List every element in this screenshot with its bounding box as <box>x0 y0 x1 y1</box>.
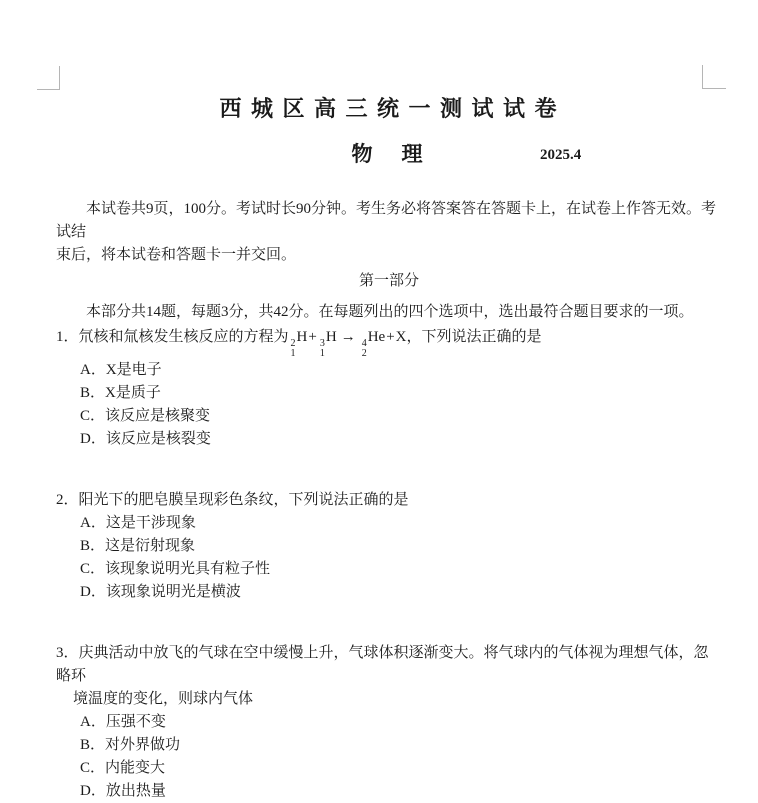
option-text: 该现象说明光具有粒子性 <box>105 561 271 577</box>
element-symbol: H <box>296 329 308 345</box>
mass-number: 4 <box>361 338 367 349</box>
question-1-option-d <box>80 428 722 451</box>
option-label: A． <box>80 362 106 378</box>
exam-date: 2025.4 <box>540 147 582 163</box>
option-text: 压强不变 <box>105 714 166 730</box>
question-3-option-a <box>80 711 722 734</box>
question-2-stem <box>56 489 722 512</box>
question-3-stem-line-1 <box>56 642 722 688</box>
option-label: D． <box>80 783 106 799</box>
question-1-option-c <box>80 405 722 428</box>
question-2-option-d <box>80 581 722 604</box>
question-3-stem-line-2: 境温度的变化，则球内气体 <box>73 691 254 707</box>
question-number: 3． <box>56 645 79 661</box>
plus-operator: + <box>308 329 317 345</box>
question-3-option-c <box>80 757 722 780</box>
question-stem: 庆典活动中放飞的气球在空中缓慢上升，气球体积逐渐变大。将气球内的气体视为理想气体，忽略环 <box>56 645 709 684</box>
mass-number: 3 <box>319 338 325 349</box>
option-text: 该反应是核裂变 <box>105 431 211 447</box>
atomic-number: 1 <box>290 348 296 359</box>
subject-title: 物 理 <box>351 142 427 166</box>
option-text: 该现象说明光是横波 <box>105 584 241 600</box>
question-3-option-d <box>80 780 722 803</box>
option-label: B． <box>80 737 106 753</box>
option-label: B． <box>80 385 106 401</box>
question-2-option-c <box>80 558 722 581</box>
page-content <box>56 0 722 803</box>
atomic-number: 2 <box>361 348 367 359</box>
question-number: 1． <box>56 329 79 345</box>
option-label: C． <box>80 760 106 776</box>
option-label: B． <box>80 538 106 554</box>
question-stem-suffix: ，下列说法正确的是 <box>406 329 542 345</box>
option-label: D． <box>80 431 106 447</box>
instructions-line-1: 本试卷共9页，100分。考试时长90分钟。考生务必将答案答在答题卡上，在试卷上作答无效。考试结 <box>56 201 717 240</box>
option-label: C． <box>80 561 106 577</box>
question-stem-prefix: 氘核和氚核发生核反应的方程为 <box>78 329 289 345</box>
question-number: 2． <box>56 492 79 508</box>
option-text: 这是干涉现象 <box>105 515 196 531</box>
option-text: 放出热量 <box>105 783 166 799</box>
arrow-icon: → <box>340 329 356 345</box>
plus-operator: + <box>386 329 395 345</box>
exam-instructions <box>56 198 722 267</box>
question-1-stem <box>56 326 722 359</box>
nuclide-tritium <box>320 339 325 359</box>
option-text: 内能变大 <box>105 760 166 776</box>
question-1-option-b <box>80 382 722 405</box>
nuclear-equation <box>289 329 407 359</box>
option-label: D． <box>80 584 106 600</box>
question-2-option-a <box>80 512 722 535</box>
option-label: A． <box>80 515 106 531</box>
question-stem: 阳光下的肥皂膜呈现彩色条纹，下列说法正确的是 <box>78 492 409 508</box>
section-instructions: 本部分共14题，每题3分，共42分。在每题列出的四个选项中，选出最符合题目要求的一项。 <box>86 304 694 320</box>
option-text: X是质子 <box>105 385 161 401</box>
nuclide-helium <box>362 339 367 359</box>
exam-title: 西 城 区 高 三 统 一 测 试 试 卷 <box>219 96 559 121</box>
nuclide-deuterium <box>291 339 296 359</box>
question-3 <box>56 642 722 803</box>
question-2 <box>56 489 722 604</box>
section-heading: 第一部分 <box>358 273 419 289</box>
option-text: 这是衍射现象 <box>105 538 196 554</box>
option-text: 对外界做功 <box>105 737 181 753</box>
instructions-line-2: 束后，将本试卷和答题卡一并交回。 <box>56 247 297 263</box>
element-symbol: He <box>367 329 386 345</box>
question-1-option-a <box>80 359 722 382</box>
question-2-option-b <box>80 535 722 558</box>
element-symbol: H <box>325 329 337 345</box>
option-label: A． <box>80 714 106 730</box>
option-label: C． <box>80 408 106 424</box>
subject-line <box>56 140 722 168</box>
question-3-option-b <box>80 734 722 757</box>
question-1 <box>56 326 722 451</box>
option-text: 该反应是核聚变 <box>105 408 211 424</box>
atomic-number: 1 <box>319 348 325 359</box>
particle-x: X <box>395 329 407 345</box>
mass-number: 2 <box>290 338 296 349</box>
option-text: X是电子 <box>105 362 162 378</box>
